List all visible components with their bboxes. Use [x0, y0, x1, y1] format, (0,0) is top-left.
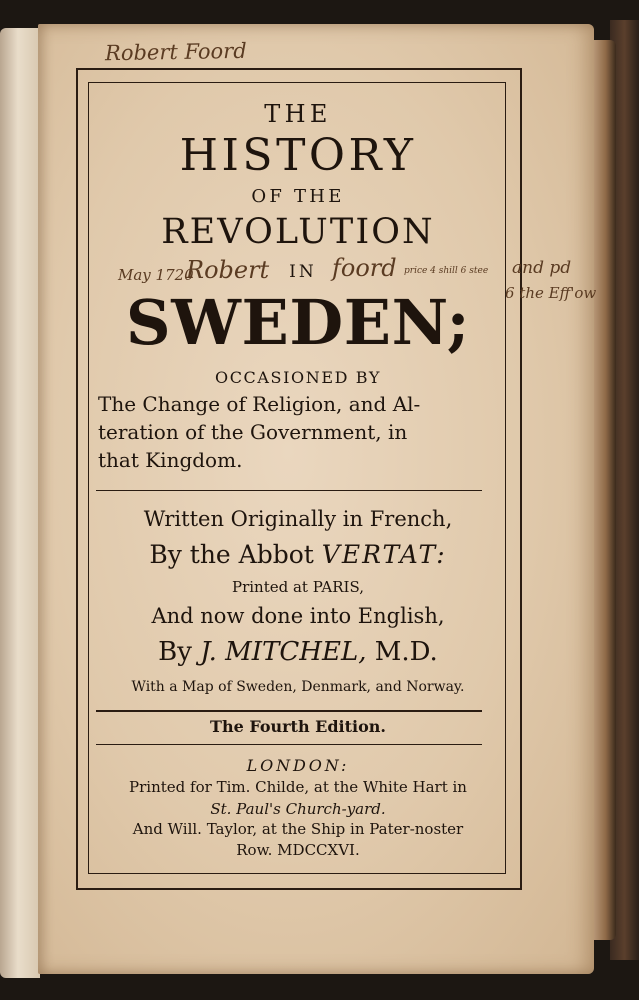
handwritten-surname: foord: [332, 254, 397, 282]
mitchel-name: J. MITCHEL,: [200, 637, 367, 667]
description-line-2: teration of the Government, in: [98, 420, 408, 444]
abbot-prefix: By the Abbot: [149, 540, 314, 569]
edition: The Fourth Edition.: [210, 717, 386, 736]
left-page-edge: [0, 28, 40, 978]
abbot-vertat: [88, 540, 508, 569]
abbot-name: VERTAT:: [321, 540, 447, 569]
map-note: With a Map of Sweden, Denmark, and Norway.: [131, 679, 465, 695]
divider-3: [96, 744, 482, 745]
written-originally: Written Originally in French,: [143, 507, 453, 531]
mitchel-suffix: M.D.: [374, 637, 438, 667]
handwritten-date: May 1720: [118, 266, 194, 284]
title-history: HISTORY: [179, 130, 417, 181]
title-the: THE: [264, 100, 332, 128]
description-line-3: that Kingdom.: [98, 448, 243, 472]
margin-note-1: and pd: [512, 258, 572, 278]
mitchel-prefix: By: [158, 637, 192, 667]
title-revolution: REVOLUTION: [161, 212, 435, 252]
imprint-city: LONDON:: [246, 756, 350, 775]
mitchel: [88, 637, 508, 667]
imprint-line-4: Row. MDCCXVI.: [236, 841, 360, 859]
done-into-english: And now done into English,: [151, 604, 445, 628]
title-of-the: OF THE: [251, 186, 345, 207]
imprint-line-1: Printed for Tim. Childe, at the White Hart in: [129, 778, 467, 796]
occasioned-by: OCCASIONED BY: [215, 368, 381, 387]
owner-signature: Robert Foord: [104, 38, 247, 66]
printed-at-paris: Printed at PARIS,: [231, 578, 364, 596]
handwritten-price: price 4 shill 6 stee: [404, 266, 489, 276]
imprint-line-2: St. Paul's Church-yard.: [210, 800, 386, 818]
divider-2: [96, 710, 482, 712]
handwritten-name: Robert: [186, 256, 270, 284]
title-sweden: SWEDEN;: [125, 286, 471, 359]
divider-1: [96, 490, 482, 491]
description-line-1: The Change of Religion, and Al-: [98, 392, 421, 416]
title-in: IN: [289, 262, 317, 282]
margin-note-2: 6 the Eff'ow: [505, 284, 597, 302]
imprint-line-3: And Will. Taylor, at the Ship in Pater-noster: [132, 820, 464, 838]
